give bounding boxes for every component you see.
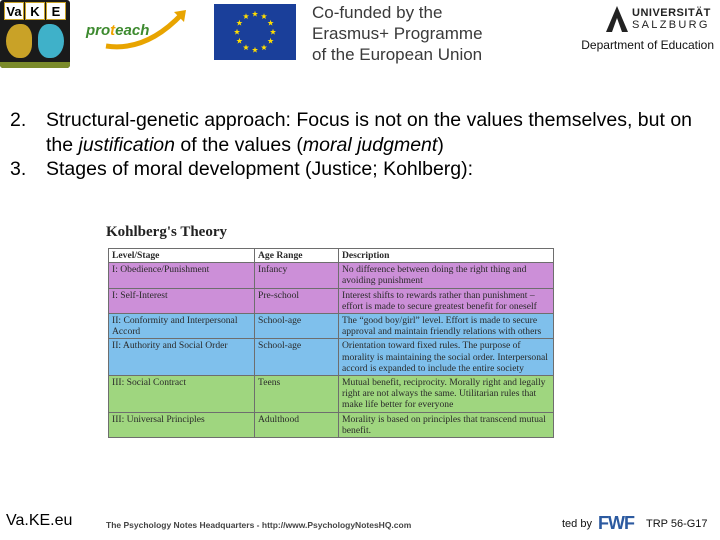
fwf-wordmark: FWF bbox=[598, 513, 634, 533]
column-header: Age Range bbox=[255, 249, 339, 263]
description-cell: Interest shifts to rewards rather than punishment – effort is made to secure greatest benefit for oneself bbox=[339, 288, 554, 313]
erasmus-line: of the European Union bbox=[312, 45, 483, 64]
age-cell: Adulthood bbox=[255, 412, 339, 437]
head-silhouette-icon bbox=[38, 24, 64, 58]
erasmus-line: Erasmus+ Programme bbox=[312, 24, 483, 43]
kohlberg-figure bbox=[102, 222, 558, 538]
item-number: 2. bbox=[10, 109, 27, 131]
stage-cell: I: Self-Interest bbox=[109, 288, 255, 313]
age-cell: Pre-school bbox=[255, 288, 339, 313]
star-icon bbox=[252, 11, 258, 17]
table-body bbox=[109, 263, 554, 438]
item-text: Structural-genetic approach: Focus is not on the values themselves, but on the justification of the values (moral judgment) bbox=[46, 109, 693, 156]
vake-logo-letter: K bbox=[25, 2, 45, 20]
star-icon bbox=[236, 20, 242, 26]
vake-logo bbox=[0, 0, 70, 68]
university-name: UNIVERSITÄT SALZBURG bbox=[632, 7, 711, 31]
table-row bbox=[109, 412, 554, 437]
stage-cell: I: Obedience/Punishment bbox=[109, 263, 255, 288]
vake-logo-letter: Va bbox=[4, 2, 24, 20]
fwf-logo bbox=[598, 513, 642, 539]
star-icon bbox=[243, 13, 249, 19]
star-icon bbox=[261, 13, 267, 19]
star-icon bbox=[270, 29, 276, 35]
description-cell: Mutual benefit, reciprocity. Morally right and legally right are not always the same. Utilitarian rules that make life better for everyone bbox=[339, 376, 554, 413]
stage-cell: II: Authority and Social Order bbox=[109, 339, 255, 376]
site-label: Va.KE.eu bbox=[6, 512, 73, 529]
description-cell: Morality is based on principles that transcend mutual benefit. bbox=[339, 412, 554, 437]
table-row bbox=[109, 263, 554, 288]
description-cell: The “good boy/girl” level. Effort is made to secure approval and maintain friendly relations with others bbox=[339, 314, 554, 339]
list-item bbox=[10, 108, 710, 157]
star-icon bbox=[234, 29, 240, 35]
erasmus-caption bbox=[312, 2, 512, 65]
star-icon bbox=[268, 20, 274, 26]
numbered-points bbox=[10, 108, 710, 182]
kohlberg-table bbox=[108, 248, 554, 438]
item-text: Stages of moral development (Justice; Kohlberg): bbox=[46, 158, 474, 180]
vake-logo-letter: E bbox=[46, 2, 66, 20]
head-silhouette-icon bbox=[6, 24, 32, 58]
stage-cell: II: Conformity and Interpersonal Accord bbox=[109, 314, 255, 339]
figure-source: The Psychology Notes Headquarters - http://www.PsychologyNotesHQ.com bbox=[106, 520, 412, 530]
column-header: Description bbox=[339, 249, 554, 263]
table-row bbox=[109, 314, 554, 339]
table-header-row bbox=[109, 249, 554, 263]
column-header: Level/Stage bbox=[109, 249, 255, 263]
erasmus-line: Co-funded by the bbox=[312, 3, 443, 22]
proteach-wordmark: proteach bbox=[86, 22, 150, 39]
description-cell: Orientation toward fixed rules. The purpose of morality is maintaining the social order. Interpersonal accord is expanded to include the entire society bbox=[339, 339, 554, 376]
stage-cell: III: Universal Principles bbox=[109, 412, 255, 437]
table-row bbox=[109, 376, 554, 413]
item-number: 3. bbox=[10, 158, 27, 180]
age-cell: School-age bbox=[255, 314, 339, 339]
stage-cell: III: Social Contract bbox=[109, 376, 255, 413]
table-row bbox=[109, 288, 554, 313]
logo-strip bbox=[0, 62, 70, 68]
age-cell: Infancy bbox=[255, 263, 339, 288]
age-cell: Teens bbox=[255, 376, 339, 413]
university-crest-icon bbox=[606, 6, 628, 32]
eu-stars bbox=[214, 4, 296, 60]
funded-label: ted by bbox=[562, 518, 592, 530]
list-item bbox=[10, 157, 710, 182]
star-icon bbox=[261, 44, 267, 50]
description-cell: No difference between doing the right thing and avoiding punishment bbox=[339, 263, 554, 288]
star-icon bbox=[243, 44, 249, 50]
figure-title: Kohlberg's Theory bbox=[106, 224, 227, 240]
star-icon bbox=[268, 38, 274, 44]
university-logo bbox=[606, 6, 718, 34]
age-cell: School-age bbox=[255, 339, 339, 376]
star-icon bbox=[252, 47, 258, 53]
eu-flag-icon bbox=[214, 4, 296, 60]
department-label: Department of Education bbox=[581, 38, 714, 52]
proteach-logo bbox=[86, 8, 188, 58]
project-code: TRP 56-G17 bbox=[646, 518, 708, 530]
table-row bbox=[109, 339, 554, 376]
star-icon bbox=[236, 38, 242, 44]
